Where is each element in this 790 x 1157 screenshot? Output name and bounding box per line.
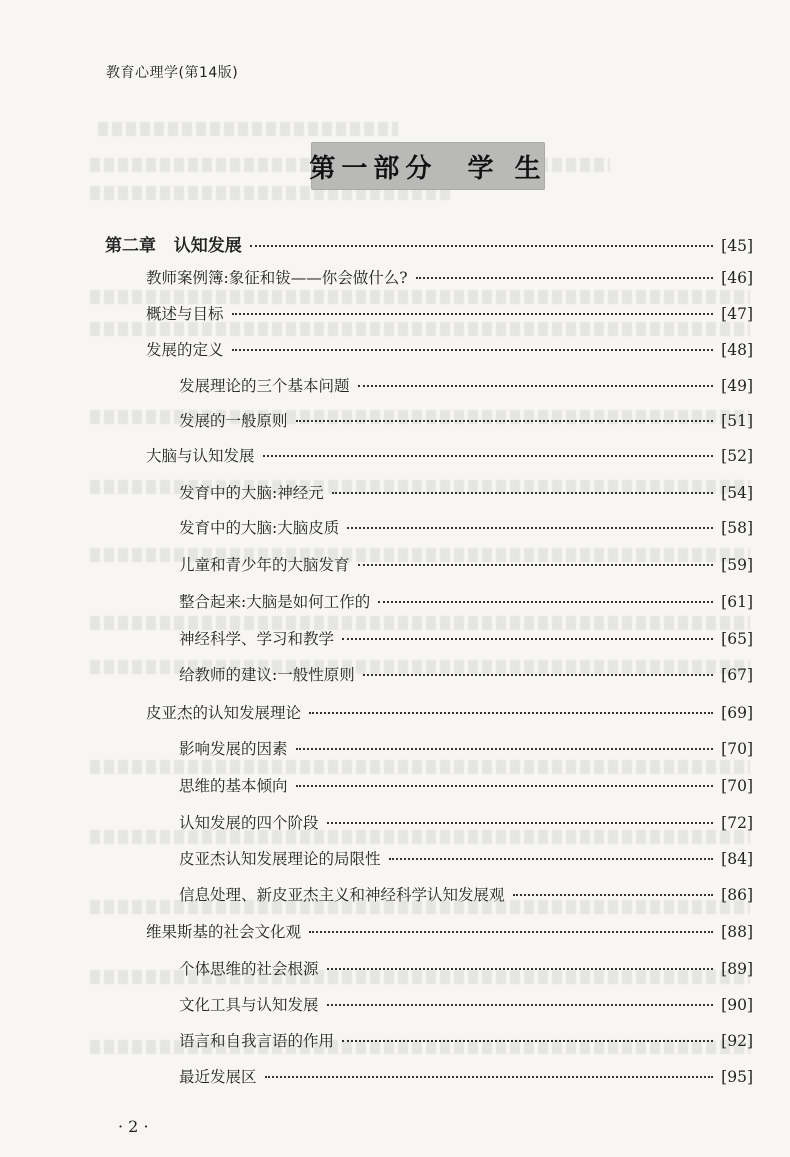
toc-subentry[interactable]: [179, 409, 753, 433]
dot-leader: [378, 601, 713, 603]
entry-title: 发展的一般原则: [179, 412, 288, 430]
entry-page-number: [69]: [721, 704, 753, 722]
toc-subentry[interactable]: [179, 627, 753, 651]
part-title: 第一部分 学 生: [309, 153, 547, 184]
toc-subentry[interactable]: [179, 811, 753, 835]
entry-page-number: [90]: [721, 996, 753, 1014]
running-head: 教育心理学(第14版): [106, 65, 239, 81]
entry-title: 信息处理、新皮亚杰主义和神经科学认知发展观: [179, 886, 505, 904]
entry-title: 皮亚杰认知发展理论的局限性: [179, 850, 381, 868]
dot-leader: [358, 564, 714, 566]
toc-subentry[interactable]: [179, 1029, 753, 1053]
entry-page-number: [92]: [721, 1032, 753, 1050]
entry-page-number: [72]: [721, 814, 753, 832]
entry-page-number: [49]: [721, 377, 753, 395]
entry-page-number: [67]: [721, 666, 753, 684]
entry-title: 皮亚杰的认知发展理论: [146, 704, 302, 722]
dot-leader: [296, 420, 714, 422]
toc-subentry[interactable]: [179, 993, 753, 1017]
entry-title: 发育中的大脑:大脑皮质: [179, 519, 340, 537]
entry-page-number: [88]: [721, 923, 753, 941]
toc-subentry[interactable]: [179, 737, 753, 761]
entry-page-number: [48]: [721, 341, 753, 359]
chapter-title: 第二章 认知发展: [105, 236, 242, 256]
entry-page-number: [89]: [721, 960, 753, 978]
entry-title: 发展的定义: [146, 341, 224, 359]
entry-page-number: [65]: [721, 630, 753, 648]
entry-page-number: [59]: [721, 556, 753, 574]
entry-page-number: [47]: [721, 305, 753, 323]
entry-page-number: [84]: [721, 850, 753, 868]
entry-page-number: [46]: [721, 269, 753, 287]
dot-leader: [296, 748, 714, 750]
dot-leader: [416, 277, 714, 279]
page-folio: · 2 ·: [118, 1117, 149, 1136]
toc-entry[interactable]: [146, 266, 753, 290]
dot-leader: [327, 822, 714, 824]
toc-subentry[interactable]: [179, 553, 753, 577]
toc-subentry[interactable]: [179, 516, 753, 540]
toc-subentry[interactable]: [179, 1065, 753, 1089]
dot-leader: [309, 712, 713, 714]
chapter-page-number: [45]: [721, 237, 753, 255]
entry-title: 概述与目标: [146, 305, 224, 323]
entry-title: 教师案例簿:象征和钹——你会做什么?: [146, 269, 408, 287]
toc-subentry[interactable]: [179, 374, 753, 398]
entry-title: 思维的基本倾向: [179, 777, 288, 795]
dot-leader: [347, 527, 713, 529]
entry-title: 给教师的建议:一般性原则: [179, 666, 355, 684]
toc-subentry[interactable]: [179, 663, 753, 687]
toc-subentry[interactable]: [179, 481, 753, 505]
dot-leader: [358, 385, 714, 387]
entry-title: 大脑与认知发展: [146, 447, 255, 465]
toc-subentry[interactable]: [179, 774, 753, 798]
dot-leader: [296, 785, 714, 787]
toc-entry[interactable]: [146, 338, 753, 362]
dot-leader: [232, 313, 714, 315]
part-heading-box: [311, 142, 545, 190]
dot-leader: [250, 245, 713, 247]
dot-leader: [332, 492, 713, 494]
entry-title: 神经科学、学习和教学: [179, 630, 335, 648]
dot-leader: [342, 638, 713, 640]
entry-title: 语言和自我言语的作用: [179, 1032, 335, 1050]
entry-title: 整合起来:大脑是如何工作的: [179, 593, 371, 611]
toc-chapter-2[interactable]: [105, 231, 753, 255]
dot-leader: [265, 1076, 714, 1078]
entry-title: 认知发展的四个阶段: [179, 814, 319, 832]
entry-page-number: [61]: [721, 593, 753, 611]
entry-title: 最近发展区: [179, 1068, 257, 1086]
entry-page-number: [52]: [721, 447, 753, 465]
entry-page-number: [58]: [721, 519, 753, 537]
dot-leader: [342, 1040, 713, 1042]
dot-leader: [363, 674, 713, 676]
dot-leader: [309, 931, 713, 933]
dot-leader: [389, 858, 714, 860]
dot-leader: [327, 1004, 714, 1006]
dot-leader: [513, 894, 714, 896]
entry-title: 发展理论的三个基本问题: [179, 377, 350, 395]
entry-title: 影响发展的因素: [179, 740, 288, 758]
entry-title: 发育中的大脑:神经元: [179, 484, 324, 502]
dot-leader: [327, 968, 714, 970]
dot-leader: [232, 349, 714, 351]
dot-leader: [263, 455, 714, 457]
entry-title: 文化工具与认知发展: [179, 996, 319, 1014]
entry-page-number: [70]: [721, 740, 753, 758]
toc-entry[interactable]: [146, 701, 753, 725]
entry-title: 儿童和青少年的大脑发育: [179, 556, 350, 574]
toc-entry[interactable]: [146, 302, 753, 326]
entry-page-number: [86]: [721, 886, 753, 904]
entry-page-number: [70]: [721, 777, 753, 795]
toc-entry[interactable]: [146, 444, 753, 468]
entry-title: 维果斯基的社会文化观: [146, 923, 302, 941]
toc-entry[interactable]: [146, 920, 753, 944]
toc-subentry[interactable]: [179, 883, 753, 907]
toc-subentry[interactable]: [179, 847, 753, 871]
toc-subentry[interactable]: [179, 957, 753, 981]
toc-subentry[interactable]: [179, 590, 753, 614]
entry-title: 个体思维的社会根源: [179, 960, 319, 978]
entry-page-number: [54]: [721, 484, 753, 502]
entry-page-number: [95]: [721, 1068, 753, 1086]
entry-page-number: [51]: [721, 412, 753, 430]
